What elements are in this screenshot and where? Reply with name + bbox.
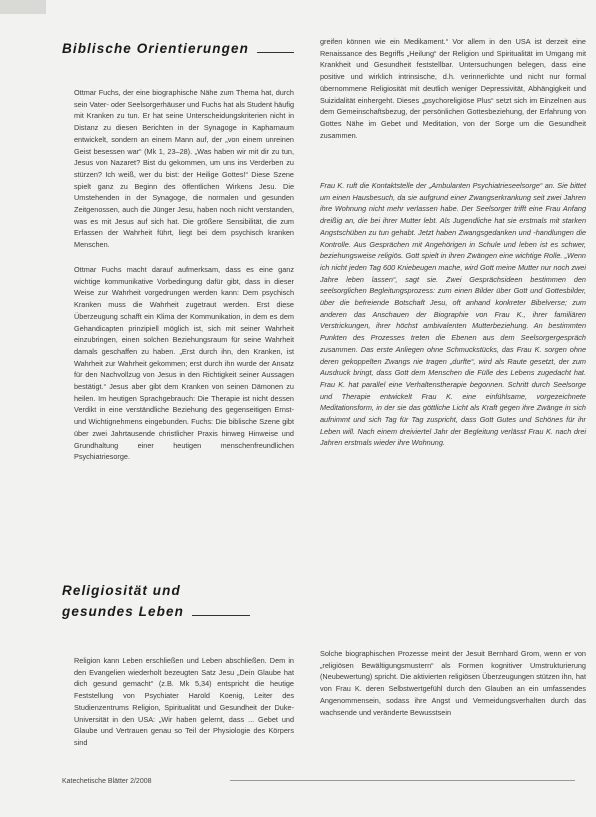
paragraph: Solche biographischen Prozesse meint der Jesuit Bernhard Grom, wenn er von „religiösen Bewältigungsmustern“ als Formen kognitiver Umstrukturierung (Neubewertung) spricht. Die aktivierten religiösen Überzeugungen stützen ihn, hat von Frau K. deren Selbstwertgefühl durch den Glauben an ein umfassendes Angenommensein, sodass ihre Angst und Vermeidungsverhalten durch das wachsende und veränderte Bewusstsein <box>320 649 586 717</box>
corner-mark <box>0 0 46 14</box>
heading-rule <box>192 615 250 616</box>
section-heading-religiosity: Religiosität und <box>62 583 181 598</box>
heading-text: Biblische Orientierungen <box>62 41 249 56</box>
section-heading-biblical <box>62 40 294 57</box>
heading-rule <box>257 52 294 53</box>
page-footer: Katechetische Blätter 2/2008 <box>62 778 152 785</box>
case-study-paragraph: Frau K. ruft die Kontaktstelle der „Ambulanten Psychiatrieseelsorge“ an. Sie bittet um einen Hausbesuch, da sie aufgrund einer Zwangserkrankung seit zwei Jahren ihre Wohnung nicht mehr verlassen habe. Der Seelsorger trifft eine Frau Anfang dreißig an, die bei ihrer Mutter lebt. Als Jugendliche hat sie erstmals mit starken Angstschüben zu tun gehabt. Jetzt haben Zwangsgedanken und -handlungen die Kontrolle. Aus Gesprächen mit Angehörigen in Schule und leben ist es schwer, beziehungsweise religiös. Gott spielt in ihren Zwängen eine wichtige Rolle. „Wenn ich nicht jeden Tag 600 Kniebeugen mache, wird Gott meine Mutter nur noch zwei Jahre leben lassen“, sagt sie. Zwei Gesprächsideen bestimmen den seelsorglichen Begleitungsprozess: zum einen Bilder über Gott und Gottesbilder, über die befreiende Botschaft Jesu, oft anhand konkreter Bibelverse; zum anderen das Anschauen der Biographie von Frau K., ihrer familiären Verstrickungen, ihrer höchst ambivalenten Mutterbeziehung. An bestimmten Punkten des Prozesses treten die Ebenen aus dem Seelsorgergespräch zusammen. Das erste Anliegen ohne Schmuckstücks, das Frau K. sorgen ohne deren gekoppelten Zwangs nie tragen „durfte“, wird als Raute gesetzt, der zum Ausdruck bringt, dass Gott dem Menschen die Fülle des Lebens zugedacht hat. Frau K. hat parallel eine Verhaltenstherapie begonnen. Schritt durch Seelsorge und Therapie entwickelt Frau K. eine einfühlsame, vorgezeichnete Meditationsform, in der sie das göttliche Licht als Kraft gegen ihre Zwänge in sich aufnimmt und sich Tag für Tag zuspricht, dass Gott Gutes und Schönes für ihr Leben will. Nach einem dreiviertel Jahr der Begleitung verlässt Frau K. nach drei Jahren erstmals wieder ihre Wohnung. <box>320 181 586 448</box>
right-column <box>320 0 590 790</box>
paragraph: greifen können wie ein Medikament.“ Vor allem in den USA ist derzeit eine Renaissance des Begriffs „Heilung“ der Religion und Spiritualität im Umgang mit Krankheit und Gesundheit feststellbar. Untersuchungen belegen, dass eine positive und wirklich intrinsische, d.h. verinnerlichte und nicht nur formal übernommene Religiosität mit deutlich weniger Depressivität, Abhängigkeit und Suizidalität einhergeht. Dieses „psychoreligiöse Plus“ setzt sich im Einzelnen aus dem Gemeinschaftsbezug, der persönlichen Gottesbeziehung, der Erfahrung von Gottes Nähe im Gebet und Meditation, von der Sorge um die Gesundheit zusammen. <box>320 37 586 140</box>
heading-text: gesundes Leben <box>62 604 184 619</box>
section-heading-religiosity-line2 <box>62 603 250 620</box>
paragraph: Religion kann Leben erschließen und Leben abschließen. Dem in den Evangelien wiederholt bezeugten Satz Jesu „Dein Glaube hat dich gesund gemacht“ (z.B. Mk 5,34) entspricht die heutige Feststellung von Psychiater Harold Koenig, Leiter des Studienzentrums Religion, Spiritualität und Gesundheit der Duke-Universität in den USA: „Wir haben gelernt, dass ... Gebet und Glaube und Vertrauen genau so Teil der Physiologie des Körpers sind <box>74 656 294 747</box>
paragraph: Ottmar Fuchs macht darauf aufmerksam, dass es eine ganz wichtige kommunikative Vorbedingung dafür gibt, dass in dieser Weise zur Wahrheit vorgedrungen werden kann: Dem psychisch Kranken muss die Wahrheit zugetraut werden. Erst diese Überzeugung schafft ein Klima der Kommunikation, in dem es dem Gehandicapten prinzipiell möglich ist, sich mit seiner Wahrheit einzubringen, einen solchen Beziehungsraum für seine Wahrheit damals geschaffen zu haben. „Erst durch ihn, den Kranken, ist Wahrheit zur Wahrheit gekommen; erst durch ihn wurde der Ansatz für den Nachvollzug von Jesus in den Richtigkeit seiner Aussagen bestätigt.“ Jesus aber gibt dem Kranken von seinen Dämonen zu heilen. Im heutigen Sprachgebrauch: Die Therapie ist nicht dessen Verdikt in eine verständliche Beziehung des gegenseitigen Ernst- und Wichtignehmens eingebunden. Fuchs: Die biblische Szene gibt über zwei Jahrtausende christlicher Praxis hinweg Hinweise und Grundhaltung einer heutigen menschenfreundlichen Psychiatriesorge. <box>74 265 294 462</box>
paragraph: Ottmar Fuchs, der eine biographische Nähe zum Thema hat, durch sein Vater- oder Seelsorgerhäuser und Fuchs hat als Student häufig mit Kranken zu tun. Er hat seine Unterscheidungskriterien nicht in Distanz zu diesen Berichten in der Synagoge in Kapharnaum entwickelt, sondern an einem Mann auf, der „von einem unreinen Geist besessen war“ (Mk 1, 23–28). „Was haben wir mit dir zu tun, Jesus von Nazaret? Bist du gekommen, um uns ins Verderben zu stürzen? Ich weiß, wer du bist: der Heilige Gottes!“ Diese Szene spielt ganz zu Beginn des öffentlichen Wirkens Jesu. Die Umstehenden in der Synagoge, die normalen und gesunden Zeitgenossen, auch die Jünger Jesu, haben noch nicht verstanden, was es mit Jesus auf sich hat. Die größere Sensibilität, die zum Erfassen der Wahrheit führt, liegt bei dem psychisch kranken Menschen. <box>74 88 294 250</box>
left-column <box>62 0 294 790</box>
footer-rule <box>230 780 575 781</box>
